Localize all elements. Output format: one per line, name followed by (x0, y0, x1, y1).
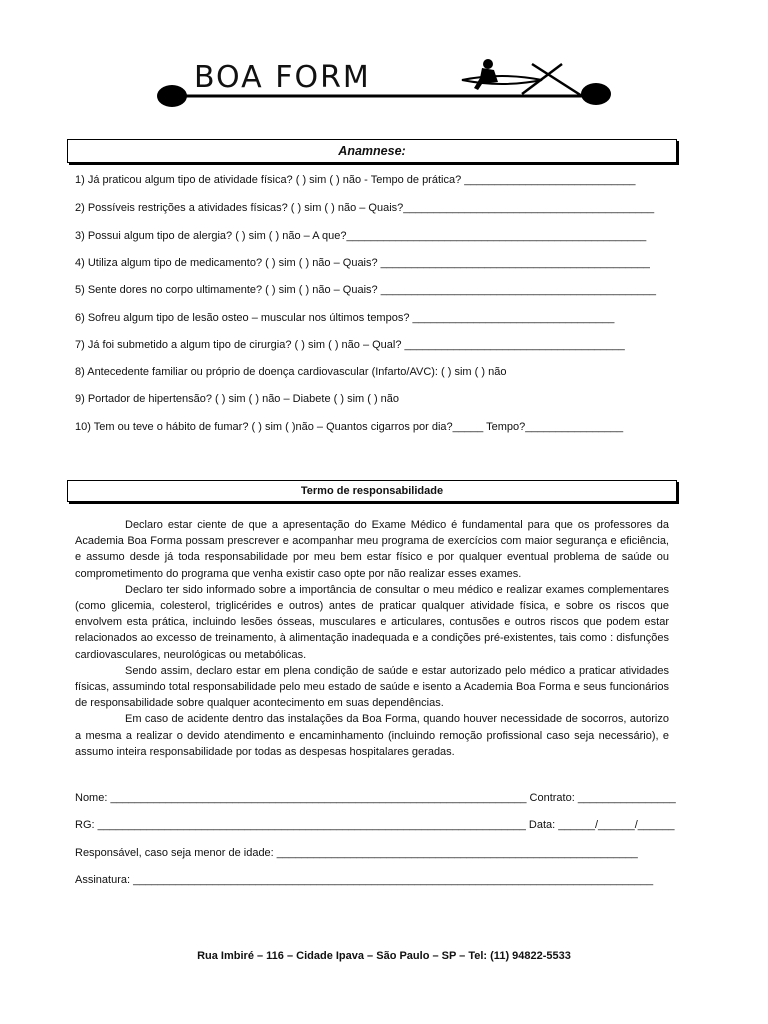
termo-text (75, 517, 669, 760)
question-2: 2) Possíveis restrições a atividades físicas? ( ) sim ( ) não – Quais?_________________________________________ (75, 202, 655, 214)
field-nome-contrato[interactable]: Nome: ____________________________________________________________________ Contrato: ________________ (75, 792, 676, 804)
termo-paragraph-4: Em caso de acidente dentro das instalações da Boa Forma, quando houver necessidade de socorros, autorizo a mesma a realizar o devido atendimento e encaminhamento (incluindo remoção profissional caso seja necessário), e assumo inteira responsabilidade por todas as despesas hospitalares geradas. (75, 713, 669, 758)
field-rg-data[interactable]: RG: ______________________________________________________________________ Data: ______/______/______ (75, 819, 675, 831)
termo-paragraph-2: Declaro ter sido informado sobre a importância de consultar o meu médico e realizar exames complementares (como glicemia, colesterol, triglicérides e outros) antes de praticar qualquer atividade física, e sobre os riscos que envolvem esta prática, incluindo lesões ósseas, musculares e articulares, contusões e outros riscos que podem estar relacionados ao excesso de treinamento, à alimentação inadequada e a condições pré-existentes, tais como : disfunções cardiovasculares, neurológicas ou metabólicas. (75, 583, 669, 661)
termo-header: Termo de responsabilidade (67, 480, 677, 502)
footer-address: Rua Imbiré – 116 – Cidade Ipava – São Paulo – SP – Tel: (11) 94822-5533 (197, 950, 571, 962)
question-1: 1) Já praticou algum tipo de atividade física? ( ) sim ( ) não - Tempo de prática? ____________________________ (75, 174, 636, 186)
anamnese-header: Anamnese: (67, 139, 677, 163)
question-5: 5) Sente dores no corpo ultimamente? ( ) sim ( ) não – Quais? _____________________________________________ (75, 284, 656, 296)
question-4: 4) Utiliza algum tipo de medicamento? ( ) sim ( ) não – Quais? ____________________________________________ (75, 257, 650, 269)
question-10: 10) Tem ou teve o hábito de fumar? ( ) sim ( )não – Quantos cigarros por dia?_____ Tempo?________________ (75, 421, 624, 433)
question-3: 3) Possui algum tipo de alergia? ( ) sim ( ) não – A que?_________________________________________________ (75, 230, 647, 242)
question-6: 6) Sofreu algum tipo de lesão osteo – muscular nos últimos tempos? _________________________________ (75, 312, 615, 324)
question-7: 7) Já foi submetido a algum tipo de cirurgia? ( ) sim ( ) não – Qual? ____________________________________ (75, 339, 625, 351)
boa-forma-logo (152, 50, 616, 112)
termo-paragraph-3: Sendo assim, declaro estar em plena condição de saúde e estar autorizado pelo médico a praticar atividades físicas, assumindo total responsabilidade pelo meu estado de saúde e isento a Academia Boa Forma e seus funcionários de responsabilidade sobre qualquer acontecimento em suas dependências. (75, 664, 669, 710)
logo-text: BOA FORM (194, 60, 371, 95)
termo-paragraph-1: Declaro estar ciente de que a apresentação do Exame Médico é fundamental para que os professores da Academia Boa Forma possam prescrever e acompanhar meu programa de exercícios com maior segurança e eficiência, e assumo desde já toda responsabilidade por meu bem estar físico e por qualquer eventual problema de saúde ou comprometimento do programa que venha existir caso opte por não realizar esses exames. (75, 519, 669, 580)
field-assinatura[interactable]: Assinatura: _____________________________________________________________________________________ (75, 874, 654, 886)
question-9: 9) Portador de hipertensão? ( ) sim ( ) não – Diabete ( ) sim ( ) não (75, 393, 400, 405)
question-8: 8) Antecedente familiar ou próprio de doença cardiovascular (Infarto/AVC): ( ) sim ( ) não (75, 366, 507, 378)
field-responsavel[interactable]: Responsável, caso seja menor de idade: ___________________________________________________________ (75, 847, 638, 859)
